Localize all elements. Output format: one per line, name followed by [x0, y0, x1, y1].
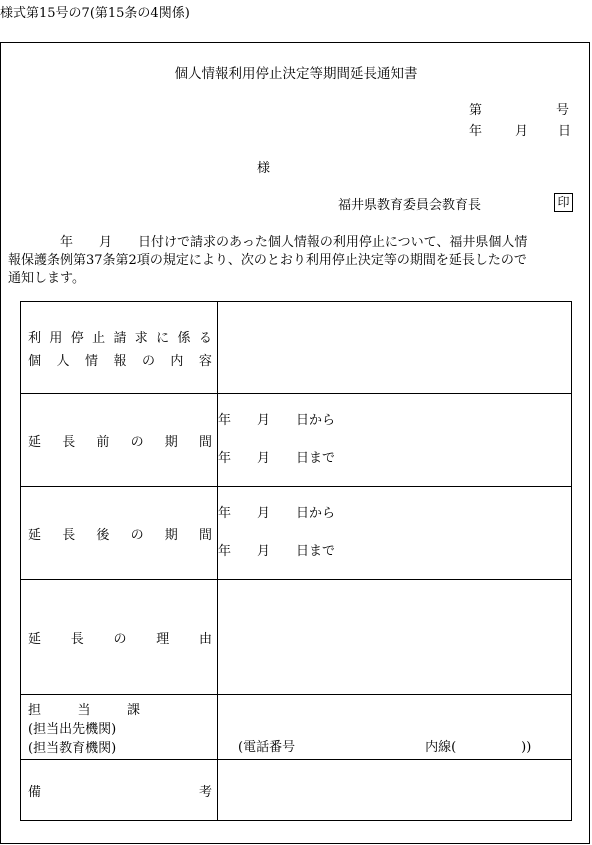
- extension-details-table: [20, 301, 572, 821]
- label-period-before: [21, 394, 218, 487]
- table-row: [21, 487, 572, 580]
- label-char: 当: [77, 702, 91, 718]
- label-line: [28, 628, 212, 647]
- addressee-honorific: 様: [257, 161, 271, 176]
- label-char: 用: [49, 330, 63, 346]
- label-department: [21, 695, 218, 760]
- label-line: [28, 431, 212, 450]
- label-char: 係: [177, 330, 191, 346]
- label-line: [28, 327, 212, 346]
- table-row: [21, 760, 572, 821]
- label-target-info: [21, 302, 218, 394]
- label-char: 延: [28, 434, 42, 450]
- form-number-label: 様式第15号の7(第15条の4関係): [0, 6, 190, 21]
- label-char: 停: [70, 330, 84, 346]
- date-month-label: 月: [515, 124, 529, 139]
- label-remarks: [21, 760, 218, 821]
- label-char: 長: [70, 631, 84, 647]
- label-char: の: [130, 527, 144, 543]
- label-char: 長: [62, 527, 76, 543]
- label-char: 請: [113, 330, 127, 346]
- label-char: の: [113, 631, 127, 647]
- issuer-name: 福井県教育委員会教育長: [338, 198, 482, 213]
- label-char: 利: [28, 330, 42, 346]
- label-char: 延: [28, 527, 42, 543]
- table-row: [21, 695, 572, 760]
- label-char: 期: [164, 527, 178, 543]
- label-char: 理: [156, 631, 170, 647]
- label-char: 前: [96, 434, 110, 450]
- label-char: 長: [62, 434, 76, 450]
- label-char: 間: [198, 434, 212, 450]
- notice-body: [8, 234, 588, 288]
- label-line: [28, 699, 140, 718]
- label-line: [28, 350, 212, 369]
- period-to: 年 月 日まで: [218, 544, 336, 559]
- label-char: 間: [198, 527, 212, 543]
- period-from: 年 月 日から: [218, 413, 336, 428]
- date-year-label: 年: [469, 124, 483, 139]
- label-char: 延: [28, 631, 42, 647]
- number-suffix: 号: [556, 103, 570, 118]
- label-char: 備: [28, 784, 42, 800]
- label-line: [28, 524, 212, 543]
- label-char: 情: [84, 353, 98, 369]
- label-char: 報: [113, 353, 127, 369]
- body-line: 通知します。: [8, 271, 85, 286]
- label-char: の: [130, 434, 144, 450]
- period-to: 年 月 日まで: [218, 451, 336, 466]
- period-from: 年 月 日から: [218, 506, 336, 521]
- label-char: 担: [28, 702, 42, 718]
- label-char: る: [198, 330, 212, 346]
- label-char: 容: [198, 353, 212, 369]
- label-char: 人: [56, 353, 70, 369]
- label-char: 止: [92, 330, 106, 346]
- seal-stamp: 印: [554, 193, 573, 212]
- label-char: 期: [164, 434, 178, 450]
- body-line: 報保護条例第37条第2項の規定により、次のとおり利用停止決定等の期間を延長したので: [8, 253, 527, 268]
- label-period-after: [21, 487, 218, 580]
- number-prefix: 第: [469, 103, 483, 118]
- date-day-label: 日: [558, 124, 572, 139]
- label-char: 後: [96, 527, 110, 543]
- table-row: [21, 302, 572, 394]
- table-row: [21, 394, 572, 487]
- label-char: 課: [126, 702, 140, 718]
- value-reason[interactable]: [218, 580, 572, 695]
- label-char: 個: [28, 353, 42, 369]
- value-period-after[interactable]: [218, 487, 572, 580]
- value-department-phone[interactable]: (電話番号 内線( )): [218, 695, 572, 760]
- label-char: に: [156, 330, 170, 346]
- body-line: 年 月 日付けで請求のあった個人情報の利用停止について、福井県個人情: [8, 235, 528, 250]
- document-title: 個人情報利用停止決定等期間延長通知書: [174, 66, 418, 82]
- label-char: 内: [170, 353, 184, 369]
- label-char: の: [141, 353, 155, 369]
- value-target-info[interactable]: [218, 302, 572, 394]
- label-line: (担当出先機関): [28, 721, 117, 737]
- value-remarks[interactable]: [218, 760, 572, 821]
- label-line: (担当教育機関): [28, 740, 117, 756]
- label-reason: [21, 580, 218, 695]
- table-row: [21, 580, 572, 695]
- label-char: 考: [198, 784, 212, 800]
- label-char: 由: [198, 631, 212, 647]
- label-line: [28, 781, 212, 800]
- label-char: 求: [134, 330, 148, 346]
- value-period-before[interactable]: [218, 394, 572, 487]
